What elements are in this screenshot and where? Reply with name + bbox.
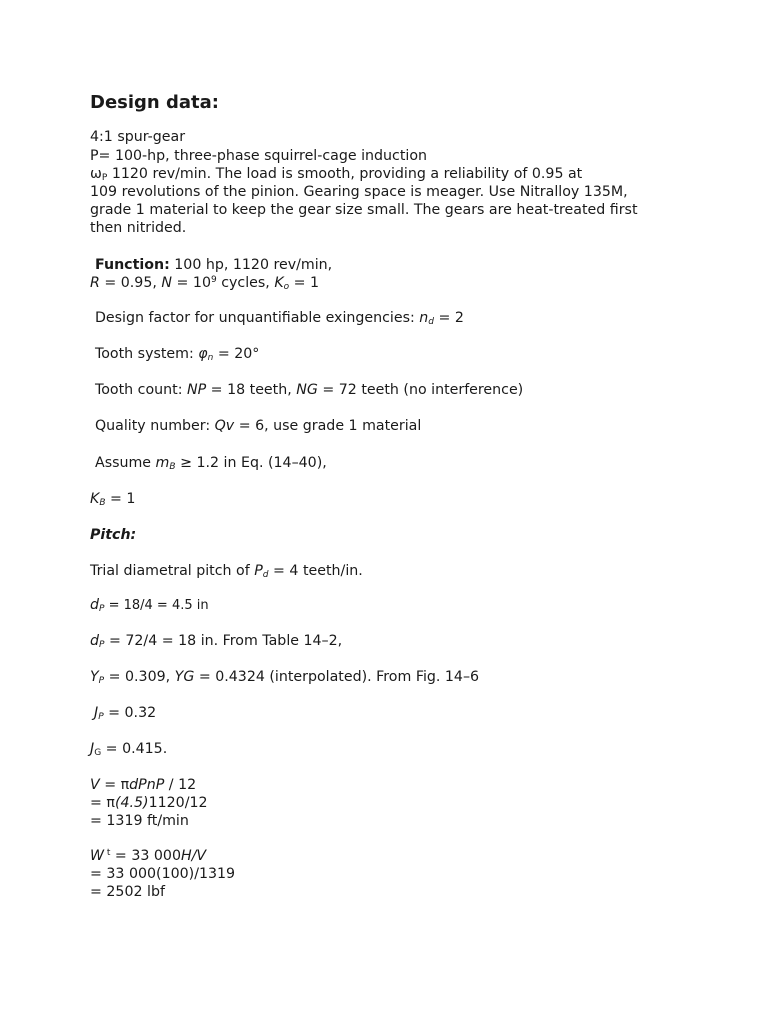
jg-value: = 0.415.	[101, 741, 168, 757]
velocity-line-1	[90, 776, 196, 794]
yp-value: = 0.309,	[104, 669, 175, 685]
jp-line	[94, 704, 156, 722]
intro-line-1: 4:1 spur-gear	[90, 129, 186, 145]
nd-symbol: n	[419, 310, 429, 326]
phi-value: = 20°	[213, 346, 260, 362]
v-div-12: / 12	[164, 777, 197, 793]
load-line-3: = 2502 lbf	[90, 884, 165, 900]
quality-text: Quality number:	[95, 418, 215, 434]
n-exponent: 9	[210, 275, 217, 285]
dp-value: = 18/4 = 4.5 in	[104, 598, 209, 613]
tooth-count-line	[95, 381, 523, 399]
omega-subscript: P	[101, 173, 108, 183]
intro-line-5: grade 1 material to keep the gear size small. The gears are heat-treated first	[90, 202, 638, 218]
phi-subscript: n	[207, 353, 214, 363]
ng-symbol: NG	[296, 382, 318, 398]
kb-symbol: K	[90, 491, 100, 507]
function-params	[90, 274, 319, 292]
dp-symbol: d	[90, 597, 100, 613]
trial-pitch-text: Trial diametral pitch of	[90, 563, 255, 579]
w-equals: = 33 000	[110, 848, 181, 864]
n-value: = 10	[172, 275, 211, 291]
pinion-diameter-line	[90, 596, 209, 615]
gear-diameter-line	[90, 632, 342, 650]
intro-line-4: 109 revolutions of the pinion. Gearing space is meager. Use Nitralloy 135M,	[90, 184, 628, 200]
design-factor-text: Design factor for unquantifiable exingencies:	[95, 310, 420, 326]
phi-symbol: φ	[198, 346, 208, 362]
v-dpnp: dPnP	[129, 777, 165, 793]
pd-subscript: d	[262, 570, 269, 580]
intro-line-3-text: 1120 rev/min. The load is smooth, providing a reliability of 0.95 at	[107, 166, 583, 182]
intro-line-2: P= 100-hp, three-phase squirrel-cage induction	[90, 148, 428, 164]
dg-subscript: P	[99, 640, 105, 650]
np-value: = 18 teeth,	[206, 382, 297, 398]
v-equals-pi: = π	[99, 777, 130, 793]
velocity-line-2	[90, 794, 208, 812]
function-text: 100 hp, 1120 rev/min,	[169, 257, 333, 273]
trial-pitch-line	[90, 562, 363, 580]
r-symbol: R	[90, 275, 100, 291]
load-line-2: = 33 000(100)/1319	[90, 866, 236, 882]
omega-symbol: ω	[90, 166, 102, 182]
mb-value: ≥ 1.2 in Eq. (14–40),	[175, 455, 327, 471]
qv-symbol: Qv	[214, 418, 235, 434]
tooth-system-line	[95, 345, 259, 363]
design-factor-line	[95, 309, 464, 327]
dg-symbol: d	[90, 633, 100, 649]
intro-line-3	[90, 165, 582, 183]
intro-line-6: then nitrided.	[90, 220, 187, 236]
np-symbol: NP	[187, 382, 207, 398]
nd-value: = 2	[433, 310, 464, 326]
kb-value: = 1	[105, 491, 136, 507]
v-line2-pi: = π	[90, 795, 115, 811]
w-symbol: W	[90, 848, 105, 864]
tooth-system-text: Tooth system:	[95, 346, 199, 362]
form-factor-line	[90, 668, 479, 686]
r-value: = 0.95,	[99, 275, 162, 291]
tooth-count-text: Tooth count:	[95, 382, 187, 398]
load-line-1	[90, 847, 206, 865]
jg-line	[90, 740, 167, 758]
yg-symbol: YG	[174, 669, 195, 685]
jg-subscript: G	[94, 748, 102, 758]
w-hv: H/V	[180, 848, 207, 864]
page-title: Design data:	[90, 92, 219, 113]
k-value: = 1	[289, 275, 320, 291]
yg-value: = 0.4324 (interpolated). From Fig. 14–6	[194, 669, 480, 685]
assume-text: Assume	[95, 455, 156, 471]
quality-line	[95, 417, 421, 435]
v-line2-rest: 1120/12	[148, 795, 208, 811]
k-symbol: K	[274, 275, 284, 291]
n-symbol: N	[161, 275, 173, 291]
jg-symbol: J	[90, 741, 95, 757]
assume-line	[95, 454, 327, 472]
qv-value: = 6, use grade 1 material	[234, 418, 422, 434]
kb-line	[90, 490, 135, 508]
dp-subscript: P	[99, 604, 105, 614]
pd-symbol: P	[254, 563, 263, 579]
w-superscript: t	[104, 848, 111, 858]
pitch-heading: Pitch:	[90, 527, 137, 543]
yp-symbol: Y	[90, 669, 99, 685]
jp-symbol: J	[94, 705, 99, 721]
ng-value: = 72 teeth (no interference)	[317, 382, 524, 398]
v-line2-diameter: (4.5)	[114, 795, 149, 811]
v-symbol: V	[90, 777, 100, 793]
mb-symbol: m	[155, 455, 170, 471]
nd-subscript: d	[428, 317, 434, 327]
velocity-line-3: = 1319 ft/min	[90, 813, 189, 829]
jp-value: = 0.32	[103, 705, 157, 721]
jp-subscript: P	[98, 712, 104, 722]
pd-value: = 4 teeth/in.	[268, 563, 363, 579]
kb-subscript: B	[99, 498, 106, 508]
function-label: Function:	[95, 257, 170, 273]
dg-value: = 72/4 = 18 in. From Table 14–2,	[104, 633, 343, 649]
cycles-text: cycles,	[216, 275, 275, 291]
function-line	[95, 256, 332, 274]
mb-subscript: B	[169, 462, 176, 472]
k-subscript: o	[283, 282, 290, 292]
yp-subscript: P	[98, 676, 105, 686]
